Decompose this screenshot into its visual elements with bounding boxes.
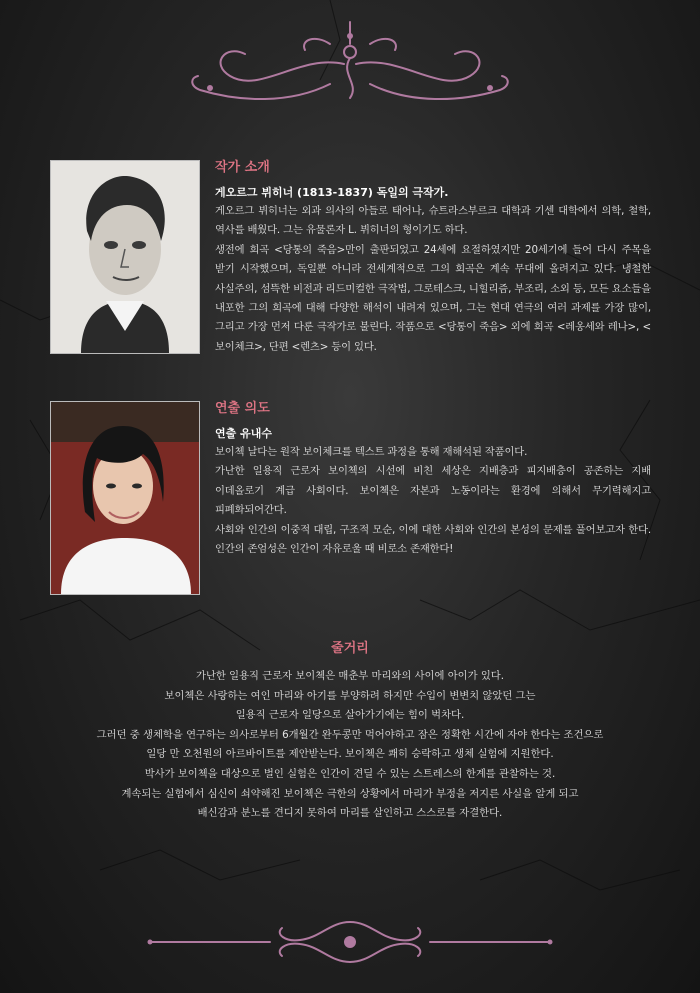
director-subtitle: 연출 유내수 xyxy=(215,427,272,440)
synopsis-line: 일당 만 오천원의 아르바이트를 제안받는다. 보이첵은 쾌히 승락하고 생체 실험에 지원한다. xyxy=(146,748,554,761)
synopsis-heading: 줄거리 xyxy=(331,641,369,656)
synopsis-line: 배신감과 분노를 견디지 못하여 마리를 살인하고 스스로를 자결한다. xyxy=(197,807,503,820)
author-section xyxy=(50,160,650,360)
director-paragraph-1: 보이첵 날다는 원작 보이체크를 텍스트 과정을 통해 재해석된 작품이다. xyxy=(215,446,528,458)
director-heading: 연출 의도 xyxy=(215,401,270,416)
director-paragraph-3: 사회와 인간의 이중적 대립, 구조적 모순, 이에 대한 사회와 인간의 본성의 문제를 풀어보고자 한다. 인간의 존엄성은 인간이 자유로울 때 비로소 존재한다! xyxy=(215,523,651,556)
director-section xyxy=(50,401,650,601)
bottom-ornament xyxy=(0,908,700,972)
author-portrait xyxy=(50,160,200,354)
synopsis-section xyxy=(60,641,640,824)
top-ornament xyxy=(0,14,700,110)
director-paragraph-2: 가난한 일용직 근로자 보이첵의 시선에 비친 세상은 지배층과 피지배층이 공존하는 지배 이데올로기 계급 사회이다. 보이첵은 자본과 노동이라는 환경에 의해서 무기력해지고 피폐화되어간다. xyxy=(215,465,651,517)
director-text xyxy=(215,401,651,559)
author-paragraph-2: 생전에 희곡 <당통의 죽음>만이 출판되었고 24세에 요절하였지만 20세기에 들어 다시 주목을 받기 시작했으며, 독일뿐 아니라 전세계적으로 그의 희곡은 계속 무대에 올려지고 있다. 냉철한 사실주의, 섬뜩한 비전과 리드미컬한 극작법, 그로테스크, 니힐리즘, 부조리, 소외 등, 모든 요소들을 내포한 그의 희곡에 대해 다양한 해석이 내려져 있으며, 그는 현대 연극의 여러 과제를 가장 많이, 그리고 가장 먼저 다룬 극작가로 불린다. 작품으로 <당통이 죽음> 외에 희곡 <레옹세와 레나>, <보이체크>, 단편 <렌츠> 등이 있다. xyxy=(215,243,651,353)
synopsis-line: 그러던 중 생체학을 연구하는 의사로부터 6개월간 완두콩만 먹어야하고 잠은 정확한 시간에 자야 한다는 조건으로 xyxy=(96,728,604,741)
author-paragraph-1: 게오르그 뷔히너는 외과 의사의 아들로 태어나, 슈트라스부르크 대학과 기센 대학에서 의학, 철학, 역사를 배웠다. 그는 유물론자 L. 뷔히너의 형이기도 하다. xyxy=(215,205,651,237)
author-heading: 작가 소개 xyxy=(215,160,270,175)
synopsis-line: 일용직 근로자 일당으로 살아가기에는 힘이 벅차다. xyxy=(235,709,465,722)
director-photo xyxy=(50,401,200,595)
synopsis-line: 보이첵은 사랑하는 여인 마리와 아기를 부양하려 하지만 수입이 변변치 않았던 그는 xyxy=(164,689,536,702)
synopsis-line: 박사가 보이첵을 대상으로 벌인 실험은 인간이 견딜 수 있는 스트레스의 한계를 관찰하는 것. xyxy=(144,767,556,780)
author-text xyxy=(215,160,651,357)
synopsis-line: 가난한 일용직 근로자 보이첵은 매춘부 마리와의 사이에 아이가 있다. xyxy=(196,670,504,682)
author-subtitle: 게오르그 뷔히너 (1813-1837) 독일의 극작가. xyxy=(215,186,449,199)
synopsis-line: 계속되는 실험에서 심신이 쇠약해진 보이첵은 극한의 상황에서 마리가 부정을 저지른 사실을 알게 되고 xyxy=(121,787,579,800)
